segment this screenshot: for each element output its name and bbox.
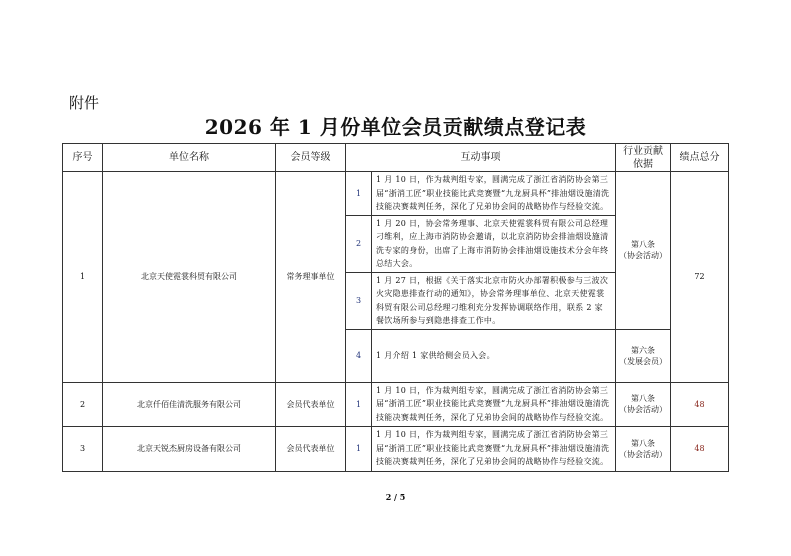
header-score: 绩点总分 [671, 144, 729, 172]
unit-name: 北京仟佰佳清洗服务有限公司 [103, 382, 276, 426]
member-level: 会员代表单位 [276, 382, 346, 426]
basis-line1: 第八条 [631, 438, 655, 448]
header-no: 序号 [63, 144, 103, 172]
item-text: 1 月 10 日，作为裁判组专家，圆满完成了浙江省消防协会第三届“浙消工匠”职业技能比武竞赛暨“九龙厨具杯”排油烟设施清洗技能决赛裁判任务，深化了兄弟协会间的战略协作与经验交流。 [372, 382, 616, 426]
member-level: 常务理事单位 [276, 172, 346, 383]
item-text: 1 月 10 日，作为裁判组专家，圆满完成了浙江省消防协会第三届“浙消工匠”职业技能比武竞赛暨“九龙厨具杯”排油烟设施清洗技能决赛裁判任务，深化了兄弟协会间的战略协作与经验交流。 [372, 172, 616, 216]
score: 48 [671, 426, 729, 471]
table-row [63, 172, 729, 216]
header-level: 会员等级 [276, 144, 346, 172]
table-row [63, 382, 729, 426]
basis-line2: （协会活动） [619, 251, 667, 261]
item-no: 2 [346, 215, 372, 272]
unit-name: 北京天使霓裳科贸有限公司 [103, 172, 276, 383]
basis-cell [616, 329, 671, 382]
basis-cell [616, 382, 671, 426]
attachment-label: 附件 [69, 94, 100, 112]
basis-line2: （协会活动） [619, 405, 667, 414]
basis-cell [616, 172, 671, 330]
item-text: 1 月介绍 1 家供给侧会员入会。 [372, 329, 616, 382]
header-basis [616, 144, 671, 172]
item-no: 1 [346, 382, 372, 426]
page-number: 2 / 5 [385, 492, 406, 502]
unit-name: 北京天锐杰厨房设备有限公司 [103, 426, 276, 471]
basis-line1: 第八条 [631, 240, 655, 250]
item-text: 1 月 27 日，根据《关于落实北京市防火办部署积极参与三波次火灾隐患排查行动的通知》，协会常务理事单位、北京天使霓裳科贸有限公司总经理刁维利充分发挥协调联络作用，联系 2 家餐饮场所参与到隐患排查工作中。 [372, 272, 616, 329]
basis-line1: 第八条 [631, 394, 655, 403]
score: 72 [671, 172, 729, 383]
item-no: 4 [346, 329, 372, 382]
row-no: 1 [63, 172, 103, 383]
item-no: 3 [346, 272, 372, 329]
basis-line1: 第六条 [631, 345, 655, 355]
header-unit: 单位名称 [103, 144, 276, 172]
item-no: 1 [346, 426, 372, 471]
table-row [63, 426, 729, 471]
row-no: 2 [63, 382, 103, 426]
table-header [63, 144, 729, 172]
contribution-table [62, 143, 729, 472]
page-title: 2026 年 1 月份单位会员贡献绩点登记表 [204, 115, 587, 139]
item-text: 1 月 10 日，作为裁判组专家，圆满完成了浙江省消防协会第三届“浙消工匠”职业技能比武竞赛暨“九龙厨具杯”排油烟设施清洗技能决赛裁判任务，深化了兄弟协会间的战略协作与经验交流。 [372, 426, 616, 471]
item-no: 1 [346, 172, 372, 216]
basis-line2: （协会活动） [619, 449, 667, 459]
score: 48 [671, 382, 729, 426]
row-no: 3 [63, 426, 103, 471]
basis-cell [616, 426, 671, 471]
member-level: 会员代表单位 [276, 426, 346, 471]
header-basis-text: 行业贡献依据 [623, 145, 663, 170]
header-items: 互动事项 [346, 144, 616, 172]
basis-line2: （发展会员） [619, 356, 667, 366]
item-text: 1 月 20 日，协会常务理事、北京天使霓裳科贸有限公司总经理刁维利，应上海市消防协会邀请，以北京消防协会排油烟设施清洗专家的身份，出席了上海市消防协会排油烟设施技术分会年终总结大会。 [372, 215, 616, 272]
